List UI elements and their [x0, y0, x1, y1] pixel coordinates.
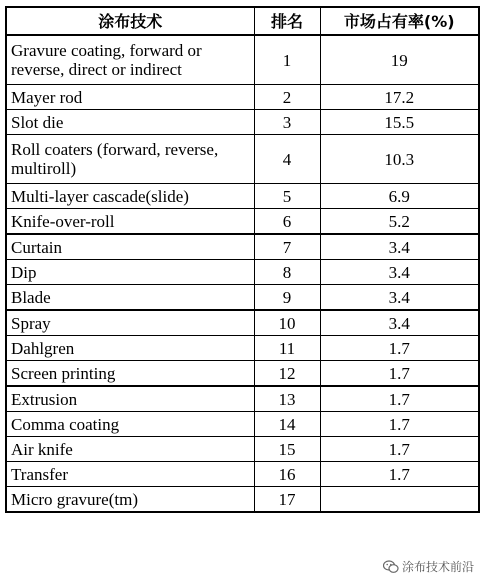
- table-row: [6, 462, 479, 487]
- cell-rank: 1: [254, 35, 320, 85]
- cell-share: 10.3: [320, 135, 479, 184]
- cell-technology: Extrusion: [6, 386, 254, 412]
- table-row: [6, 35, 479, 85]
- cell-share: 3.4: [320, 260, 479, 285]
- cell-technology: Knife-over-roll: [6, 209, 254, 235]
- cell-rank: 14: [254, 412, 320, 437]
- table-header-row: [6, 7, 479, 35]
- cell-technology: Dip: [6, 260, 254, 285]
- cell-technology: Air knife: [6, 437, 254, 462]
- cell-rank: 8: [254, 260, 320, 285]
- cell-share: 1.7: [320, 336, 479, 361]
- cell-share: 3.4: [320, 310, 479, 336]
- cell-technology: Slot die: [6, 110, 254, 135]
- cell-technology: Curtain: [6, 234, 254, 260]
- header-market-share: 市场占有率(%): [320, 7, 479, 35]
- cell-rank: 15: [254, 437, 320, 462]
- wechat-watermark: [380, 557, 477, 576]
- header-technology: 涂布技术: [6, 7, 254, 35]
- cell-rank: 16: [254, 462, 320, 487]
- table-row: [6, 184, 479, 209]
- cell-technology: Gravure coating, forward or reverse, direct or indirect: [6, 35, 254, 85]
- cell-rank: 7: [254, 234, 320, 260]
- table-row: [6, 361, 479, 387]
- cell-share: 1.7: [320, 412, 479, 437]
- cell-rank: 9: [254, 285, 320, 311]
- cell-share: 3.4: [320, 285, 479, 311]
- cell-share: 1.7: [320, 462, 479, 487]
- cell-share: 15.5: [320, 110, 479, 135]
- cell-rank: 12: [254, 361, 320, 387]
- cell-share: 3.4: [320, 234, 479, 260]
- cell-share: 1.7: [320, 386, 479, 412]
- cell-technology: Comma coating: [6, 412, 254, 437]
- cell-share: 1.7: [320, 437, 479, 462]
- cell-share: 6.9: [320, 184, 479, 209]
- header-rank: 排名: [254, 7, 320, 35]
- cell-technology: Transfer: [6, 462, 254, 487]
- table-row: [6, 285, 479, 311]
- cell-rank: 4: [254, 135, 320, 184]
- cell-rank: 3: [254, 110, 320, 135]
- cell-share: 17.2: [320, 85, 479, 110]
- cell-rank: 5: [254, 184, 320, 209]
- table-row: [6, 260, 479, 285]
- cell-technology: Multi-layer cascade(slide): [6, 184, 254, 209]
- table-row: [6, 487, 479, 513]
- table-row: [6, 234, 479, 260]
- cell-technology: Screen printing: [6, 361, 254, 387]
- table-row: [6, 437, 479, 462]
- table-row: [6, 412, 479, 437]
- cell-rank: 13: [254, 386, 320, 412]
- cell-technology: Dahlgren: [6, 336, 254, 361]
- cell-share: [320, 487, 479, 513]
- watermark-text: 涂布技术前沿: [401, 560, 474, 574]
- table-row: [6, 85, 479, 110]
- cell-rank: 11: [254, 336, 320, 361]
- cell-rank: 10: [254, 310, 320, 336]
- cell-technology: Micro gravure(tm): [6, 487, 254, 513]
- table-row: [6, 310, 479, 336]
- table-row: [6, 135, 479, 184]
- table-row: [6, 336, 479, 361]
- cell-rank: 6: [254, 209, 320, 235]
- cell-rank: 17: [254, 487, 320, 513]
- cell-share: 5.2: [320, 209, 479, 235]
- table-row: [6, 386, 479, 412]
- table-row: [6, 110, 479, 135]
- wechat-icon: [383, 560, 399, 574]
- cell-technology: Spray: [6, 310, 254, 336]
- cell-technology: Blade: [6, 285, 254, 311]
- cell-share: 19: [320, 35, 479, 85]
- coating-technology-table: [5, 6, 480, 513]
- cell-technology: Roll coaters (forward, reverse, multiroll): [6, 135, 254, 184]
- table-row: [6, 209, 479, 235]
- cell-rank: 2: [254, 85, 320, 110]
- cell-technology: Mayer rod: [6, 85, 254, 110]
- cell-share: 1.7: [320, 361, 479, 387]
